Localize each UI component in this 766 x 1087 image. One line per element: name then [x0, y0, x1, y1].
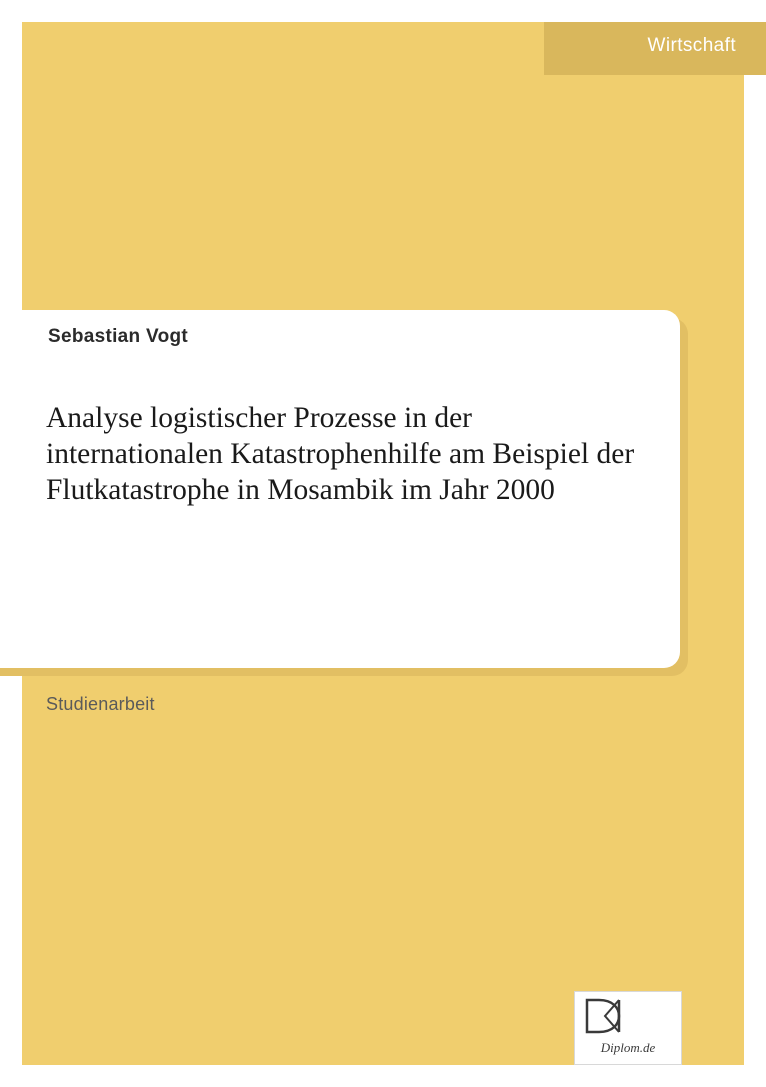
page-title: Analyse logistischer Prozesse in der internationalen Katastrophenhilfe am Beispiel der Flutkatastrophe in Mosambik im Jahr 2000: [46, 402, 635, 506]
document-type-label: Studienarbeit: [46, 694, 155, 714]
author-name: Sebastian Vogt: [48, 326, 189, 347]
publisher-logo: [574, 991, 682, 1065]
category-badge: Wirtschaft: [647, 35, 736, 56]
cover-top-margin-left: [0, 0, 478, 22]
diplom-logo-icon: [583, 996, 627, 1036]
cover-margin-bottom: [0, 1065, 766, 1087]
publisher-name: Diplom.de: [600, 1040, 656, 1055]
